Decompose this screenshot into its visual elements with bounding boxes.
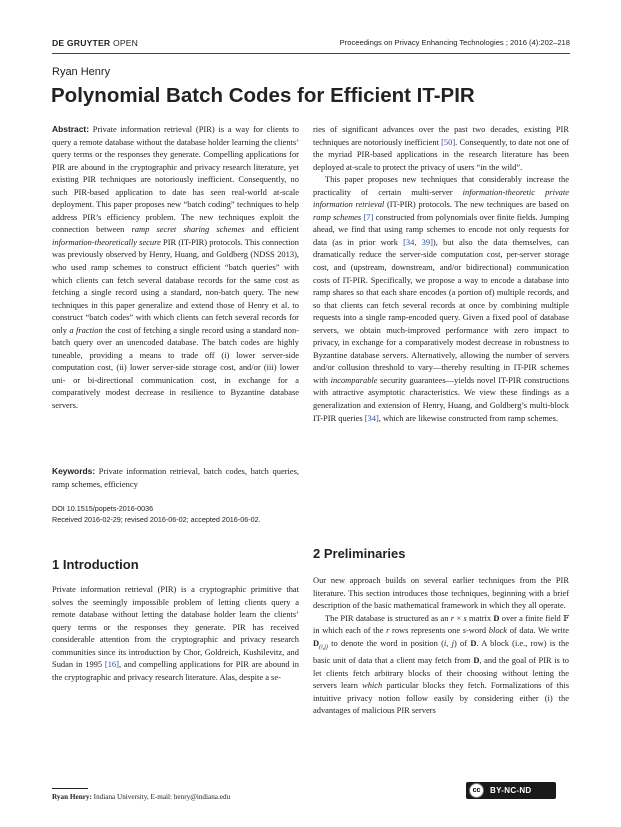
paper-title: Polynomial Batch Codes for Efficient IT-PIR bbox=[51, 84, 475, 107]
paragraph-text: , bbox=[446, 637, 452, 648]
math-op: × bbox=[454, 612, 464, 623]
italic-text: incomparable bbox=[330, 374, 378, 385]
paragraph-text: (IT-PIR) protocols. The new techniques are based on bbox=[384, 199, 569, 210]
section-heading-preliminaries: 2 Preliminaries bbox=[313, 546, 406, 561]
italic-text: block bbox=[488, 625, 508, 636]
math-field: 𝔽 bbox=[563, 612, 570, 623]
paragraph-text: constructed from polynomials over finite fields. Jumping ahead, we find that using ramp schemes to encode not only requests for data (as in prior work bbox=[313, 211, 570, 247]
paragraph-text: matrix bbox=[466, 612, 494, 623]
right-column-text bbox=[313, 123, 569, 424]
publisher-name: DE GRUYTER bbox=[52, 38, 111, 48]
citation-50[interactable]: [50] bbox=[441, 136, 456, 147]
citation-16[interactable]: [16] bbox=[104, 659, 119, 670]
math-var: s bbox=[462, 625, 466, 636]
license-label: BY-NC-ND bbox=[490, 786, 532, 795]
doi-block bbox=[52, 503, 261, 525]
paragraph-text: particular blocks they fetch. Formalizations of this intuitive privacy notion follow easily by considering either (i) the advantages of malicious PIR servers bbox=[313, 680, 569, 716]
keywords bbox=[52, 465, 299, 490]
paragraph-text: ), but also the data themselves, can dramatically reduce the server-side computation cost, per-server storage cost, and (upstream, downstream, and/or bidirectional) communication costs of IT-PIR. Specifically, we propose a way to encode a database into ramp shares so that each share encodes (a portion of) multiple records, and so that clients can fetch several records at once by combining multiple requests into a single ramp-encoded query. Given a fixed pool of database servers, we obtain much-improved performance with zero impact to privacy, in exchange for a comparatively modest decrease in robustness to Byzantine database servers. Alternatively, allowing the number of servers and/or collusion threshold to vary—thereby resulting in IT-PIR schemes with bbox=[313, 236, 569, 385]
publisher-open: OPEN bbox=[112, 38, 139, 48]
italic-text: ramp schemes bbox=[313, 211, 362, 222]
creative-commons-icon: cc bbox=[469, 783, 484, 798]
abstract-text: PIR (IT-PIR) protocols. This connection was previously observed by Henry, Huang, and Goldberg (NDSS 2013), who used ramp schemes to construct efficient “batch queries” with which clients can fetch several database records for the same cost as fetching a single record using a standard, non-batch query. The new techniques in this paper generalize and extend those of Henry et al. to construct “batch codes” with which clients can fetch several records for only bbox=[52, 236, 299, 335]
section-heading-introduction: 1 Introduction bbox=[52, 557, 139, 572]
italic-text: which bbox=[362, 680, 383, 691]
math-var: j bbox=[451, 637, 454, 648]
license-badge[interactable] bbox=[466, 782, 556, 799]
abstract-text: and efficient bbox=[244, 224, 299, 235]
paragraph-text: . Consequently, to date not one of the myriad PIR-based applications in the research literature has been deployed at-scale to protect the privacy of users “in the wild”. bbox=[313, 136, 569, 172]
paragraph-text: of data. We write bbox=[507, 625, 569, 636]
keywords-text: Private information retrieval, batch codes, batch queries, ramp schemes, efficiency bbox=[52, 466, 299, 489]
citation-34[interactable]: [34] bbox=[364, 412, 379, 423]
publisher bbox=[52, 38, 138, 48]
footnote-rule bbox=[52, 788, 88, 789]
paragraph-text: , and compelling applications for PIR are abound in the cryptographic and privacy research literature. Alas, despite a se- bbox=[52, 659, 299, 682]
math-matrix: D bbox=[493, 612, 500, 623]
math-matrix: D bbox=[313, 637, 320, 648]
paragraph-text: to denote the word in position ( bbox=[327, 637, 444, 648]
abstract-label: Abstract: bbox=[52, 124, 90, 134]
running-header bbox=[52, 38, 570, 50]
author-footnote bbox=[52, 793, 230, 801]
paragraph-text: Private information retrieval (PIR) is a cryptographic primitive that solves the seemingly impossible problem of letting clients query a remote database without letting the database holder learn the clients’ query terms or the responses they generate. PIR has received considerable attention from the cryptographic and privacy research communities since its introduction by Chor, Goldreich, Kushilevitz, and Sudan in 1995 bbox=[52, 584, 299, 670]
paragraph-text: in which each of the bbox=[313, 625, 387, 636]
paragraph-text: security guarantees—yields novel IT-PIR constructions with attractive asymptotic characteristics. We view these findings as a generalization and extension of Henry, Huang, and Goldberg’s multi-block IT-PIR queries bbox=[313, 374, 569, 423]
paragraph-text: -word bbox=[466, 625, 489, 636]
citation-7[interactable]: [7] bbox=[363, 211, 374, 222]
abstract-italic: a fraction bbox=[69, 324, 103, 335]
citation-34-39[interactable]: [34, 39] bbox=[403, 236, 433, 247]
paragraph-text: , and the goal of PIR is to let clients fetch arbitrary blocks of their choosing without letting the servers learn bbox=[313, 654, 569, 691]
paragraph-text: The PIR database is structured as an bbox=[325, 612, 451, 623]
math-var: r bbox=[450, 612, 455, 623]
abstract-italic: information-theoretically secure bbox=[52, 236, 161, 247]
header-rule bbox=[52, 53, 570, 54]
abstract-text: Private information retrieval (PIR) is a way for clients to query a remote database without the database holder learning the clients’ query terms or the responses they generate. Compelling applications for PIR are abound in the cryptographic and privacy research literature, yet existing PIR techniques are notoriously inefficient. Consequently, no such PIR-based application to date has seen real-world at-scale deployment. This paper proposes new “batch coding” techniques to help address PIR’s efficiency problem. The new techniques exploit the connection between bbox=[52, 124, 299, 235]
paragraph-text: over a finite field bbox=[499, 612, 564, 623]
received-dates: Received 2016-02-29; revised 2016-06-02; accepted 2016-06-02. bbox=[52, 515, 261, 524]
abstract bbox=[52, 123, 299, 412]
paragraph-text: This paper proposes new techniques that considerably increase the practicality of certain multi-server bbox=[313, 174, 569, 197]
paragraph-text: rows represents one bbox=[389, 625, 463, 636]
paragraph-text: . A block (i.e., row) is the basic unit of data that a client may fetch from bbox=[313, 637, 569, 665]
abstract-text: the cost of fetching a single record using a standard non-batch query over an unencoded database. The batch codes are highly tuneable, providing a means to trade off (i) lower server-side computation cost, (ii) lower server-side storage cost, and/or (iii) lower uni- or bi-directional communication cost, in exchange for a comparatively modest decrease in resilience to Byzantine database servers. bbox=[52, 324, 299, 411]
italic-text: information-theoretic private information retrieval bbox=[313, 186, 569, 210]
author-name: Ryan Henry bbox=[52, 66, 111, 78]
footnote-text: Indiana University, E-mail: henry@indiana.edu bbox=[91, 793, 231, 801]
preliminaries-text bbox=[313, 574, 569, 717]
introduction-text bbox=[52, 583, 299, 683]
footnote-author: Ryan Henry: bbox=[52, 793, 92, 801]
doi[interactable]: DOI 10.1515/popets-2016-0036 bbox=[52, 504, 154, 513]
math-subscript: (i,j) bbox=[319, 644, 328, 651]
paragraph-text: ries of significant advances over the past two decades, existing PIR techniques are notoriously inefficient bbox=[313, 124, 569, 147]
math-var: i bbox=[443, 637, 447, 648]
keywords-label: Keywords: bbox=[52, 466, 96, 476]
paragraph-text: ) of bbox=[453, 637, 471, 648]
math-var: s bbox=[463, 612, 467, 623]
journal-info: Proceedings on Privacy Enhancing Technologies ; 2016 (4):202–218 bbox=[339, 38, 570, 47]
abstract-italic: ramp secret sharing schemes bbox=[131, 224, 245, 235]
math-matrix: D bbox=[473, 654, 480, 665]
paragraph-text: Our new approach builds on several earlier techniques from the PIR literature. This section introduces those techniques, beginning with a brief description of the basic mathematical framework in which they all operate. bbox=[313, 575, 569, 611]
math-matrix: D bbox=[470, 637, 477, 648]
paragraph-text: , which are likewise constructed from ramp schemes. bbox=[378, 412, 559, 423]
math-var: r bbox=[386, 625, 390, 636]
